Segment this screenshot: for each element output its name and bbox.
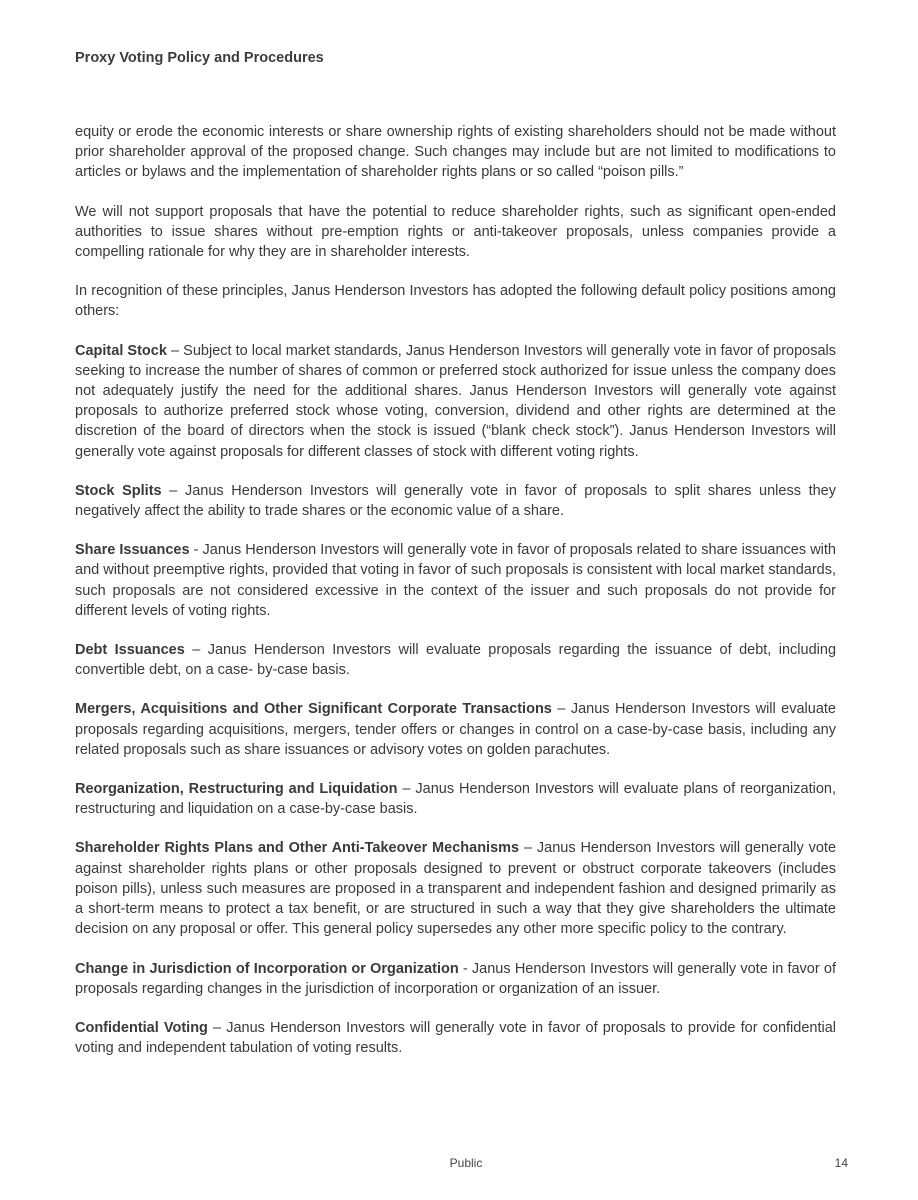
paragraph-heading: Mergers, Acquisitions and Other Significant Corporate Transactions bbox=[75, 701, 552, 718]
paragraph-jurisdiction-change bbox=[75, 959, 836, 999]
paragraph-text: Janus Henderson Investors will evaluate plans of reorganization, restructuring and liquidation on a case-by-case basis. bbox=[75, 781, 836, 818]
paragraph-separator: – bbox=[551, 701, 571, 718]
paragraph-text: Janus Henderson Investors will generally vote in favor of proposals to provide for confidential voting and independent tabulation of voting results. bbox=[75, 1019, 837, 1057]
paragraph-heading: Shareholder Rights Plans and Other Anti-Takeover Mechanisms bbox=[75, 840, 520, 857]
paragraph-text: Janus Henderson Investors will generally vote against shareholder rights plans or other proposals designed to prevent or obstruct corporate takeovers (includes poison pills), unless such measures are proposed in a transparent and independent fashion and designed primarily as a short-term means to protect a tax benefit, or are structured in such a way that they give shareholders the ultimate decision on any proposal or offer. This general policy supersedes any other more specific policy to the contrary. bbox=[75, 840, 837, 938]
paragraph-heading: Share Issuances bbox=[75, 542, 190, 559]
paragraph-debt-issuances bbox=[75, 640, 836, 680]
paragraph-text: Janus Henderson Investors will evaluate proposals regarding the issuance of debt, including convertible debt, on a case- by-case basis. bbox=[75, 642, 837, 679]
page-number: 14 bbox=[834, 1156, 848, 1170]
paragraph-share-issuances bbox=[75, 540, 836, 621]
paragraph-text: Janus Henderson Investors will generally vote in favor of proposals related to share issuances with and without preemptive rights, provided that voting in favor of such proposals is consistent with local market standards, such proposals are not considered excessive in the context of the issuer and such proposals do not provide for different levels of voting rights. bbox=[75, 542, 836, 619]
paragraph-heading: Debt Issuances bbox=[75, 642, 185, 659]
paragraph-heading: Stock Splits bbox=[75, 482, 162, 499]
paragraph-stock-splits bbox=[75, 481, 836, 521]
paragraph-separator: - bbox=[189, 542, 203, 559]
footer-classification: Public bbox=[449, 1156, 483, 1170]
paragraph-text: equity or erode the economic interests or share ownership rights of existing shareholders should not be made without prior shareholder approval of the proposed change. Such changes may include but are not limited to modifications to articles or bylaws and the implementation of shareholder rights plans or so called “poison pills.” bbox=[75, 124, 836, 181]
document-header-title: Proxy Voting Policy and Procedures bbox=[75, 50, 324, 66]
paragraph-mergers-acquisitions bbox=[75, 699, 836, 760]
paragraph-reorganization bbox=[75, 779, 836, 819]
paragraph-capital-stock bbox=[75, 341, 836, 462]
paragraph-separator: - bbox=[458, 960, 472, 977]
paragraph-confidential-voting bbox=[75, 1018, 836, 1058]
paragraph-text: In recognition of these principles, Janus Henderson Investors has adopted the following default policy positions among others: bbox=[75, 283, 836, 320]
paragraph-heading: Confidential Voting bbox=[75, 1019, 208, 1036]
paragraph-text: Janus Henderson Investors will evaluate proposals regarding acquisitions, mergers, tender offers or changes in control on a case-by-case basis, including any related proposals such as share issuances or advisory votes on golden parachutes. bbox=[75, 701, 836, 758]
paragraph-text: Janus Henderson Investors will generally vote in favor of proposals regarding changes in the jurisdiction of incorporation or organization of an issuer. bbox=[75, 960, 836, 997]
paragraph-separator: – bbox=[161, 482, 185, 499]
document-body bbox=[75, 122, 836, 1077]
paragraph-separator: – bbox=[166, 342, 184, 359]
paragraph-text: Subject to local market standards, Janus Henderson Investors will generally vote in favor of proposals seeking to increase the number of shares of common or preferred stock authorized for issue unless the company does not adequately justify the need for the additional shares. Janus Henderson Investors will generally vote against proposals to authorize preferred stock whose voting, conversion, dividend and other rights are determined at the discretion of the board of directors when the stock is issued (“blank check stock”). Janus Henderson Investors will generally vote against proposals for different classes of stock with different voting rights. bbox=[75, 342, 837, 460]
paragraph-anti-takeover bbox=[75, 838, 836, 939]
paragraph-separator: – bbox=[397, 781, 416, 798]
paragraph-continuation bbox=[75, 122, 836, 183]
paragraph-separator: – bbox=[207, 1019, 227, 1036]
paragraph-heading: Capital Stock bbox=[75, 342, 167, 359]
paragraph-heading: Change in Jurisdiction of Incorporation or Organization bbox=[75, 960, 459, 977]
paragraph-shareholder-rights bbox=[75, 202, 836, 263]
paragraph-heading: Reorganization, Restructuring and Liquidation bbox=[75, 781, 398, 798]
paragraph-principles bbox=[75, 281, 836, 321]
paragraph-separator: – bbox=[184, 642, 208, 659]
paragraph-separator: – bbox=[519, 840, 537, 857]
paragraph-text: Janus Henderson Investors will generally vote in favor of proposals to split shares unless they negatively affect the ability to trade shares or the economic value of a share. bbox=[75, 482, 836, 520]
paragraph-text: We will not support proposals that have the potential to reduce shareholder rights, such as significant open-ended authorities to issue shares without pre-emption rights or anti-takeover proposals, unless companies provide a compelling rationale for why they are in shareholder interests. bbox=[75, 203, 836, 261]
